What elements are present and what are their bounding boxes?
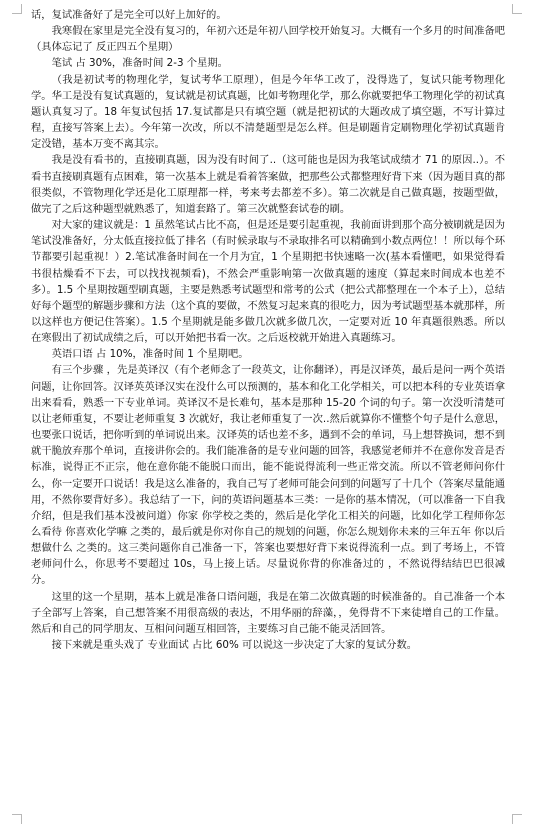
paragraph-written-exam-advice: 对大家的建议就是：1 虽然笔试占比不高，但是还是要引起重视，我前面讲到那个高分被刷就是因为笔试没准备好，分太低直接拉低了排名（有时候录取与不录取排名可以精确到小数点两位！！所以每个环节都要引起重视！）2.笔试准备时间在一个月为宜，1 个星期把书快速略一次(基本看懂吧，如果觉得看书很枯燥看不下去，可以找找视频看)，不然会严重影响第一次做真题的速度（算起来时间成本也差不多）。1.5 个星期按题型刷真题，主要是熟悉考试题型和常考的公式（把公式都整理在一个本子上），总结好每个题型的解题步骤和方法（这个真的要做，不然复习起来真的很吃力，因为考试题型基本就那样，所以这样也方便记住答案）。1.5 个星期就是能多做几次就多做几次，一定要对近 10 年真题很熟悉。所以在寒假出了初试成绩之后，可以开始把书看一次。之后返校就开始进入真题练习。: [31, 219, 505, 345]
paragraph-prep-time: 我寒假在家里是完全没有复习的，年初六还是年初八回学校开始复习。大概有一个多月的时间准备吧（具体忘记了 反正四五个星期）: [31, 25, 505, 54]
crop-mark-top-left: [12, 4, 22, 14]
paragraph-interview-intro: 接下来就是重头戏了 专业面试 占比 60% 可以说这一步决定了大家的复试分数。: [51, 639, 418, 652]
crop-mark-bottom-right: [512, 814, 522, 824]
paragraph-written-exam-subject: （我是初试考的物理化学，复试考华工原理），但是今年华工改了，没得选了，复试只能考物理化学。华工是没有复试真题的，复试就是初试真题，比如考物理化学，那么你就要把华工物理化学的初试真题认真复习了。18 年复试包括 17.复试都是只有填空题（就是把初试的大题改成了填空题，不写计算过程，直接写答案上去）。今年第一次改，所以不清楚题型是怎么样。但是刷题肯定刷物理化学初试真题肯定没错，基本万变不离其宗。: [31, 73, 505, 151]
paragraph-oral-english-prep: 这里的这一个星期，基本上就是准备口语问题，我是在第二次做真题的时候准备的。自己准备一个本子全部写上答案，自己想答案不用很高级的表达，不用华丽的辞藻，，免得背不下来徒增自己的工作量。然后和自己的同学朋友、互相问问题互相回答，主要练习自己能不能灵活回答。: [31, 590, 505, 635]
crop-mark-bottom-left: [12, 814, 22, 824]
heading-written-exam: 笔试 占 30%，准备时间 2-3 个星期。: [51, 57, 228, 70]
crop-mark-top-right: [512, 4, 522, 14]
paragraph-oral-english-steps: 有三个步骤 ，先是英译汉（有个老师念了一段英文，让你翻译），再是汉译英，最后是问一两个英语问题，让你回答。汉译英英译汉实在没什么可以预测的，基本和化工化学相关，可以把本科的专业英语拿出来看看，熟悉一下专业单词。英译汉不是长难句，基本是那种 15-20 个词的句子。第一次没听清楚可以让老师重复，不要让老师重复 3 次就好，我让老师重复了一次..然后就算你不懂整个句子是什么意思，也要张口说话，把你听到的单词说出来。汉译英的话也差不多，遇到不会的单词，马上想替换词，想不到就干脆放弃那个单词，直接讲你会的。我们能准备的是专业问题的回答，我感觉老师并不在意你发音是否标准，说得正不正宗，他在意你能不能脱口而出，能不能说得流利一些正常交流。所以不管老师问你什么，你一定要开口说话！我是这么准备的，我自己写了老师可能会问到的问题写了十几个（答案尽量能通用，不然你要背好多）。我总结了一下，问的英语问题基本三类：一是你的基本情况，（可以准备一下自我介绍，但是我们基本没被问道）你家 你学校之类的，然后是化学化工相关的问题，比如化学工程师你怎么看待 你喜欢化学嘛 之类的，最后就是你对你自己的规划的问题，你怎么规划你未来的三年五年 你以后想做什么 之类的。这三类问题你自己准备一下，答案也要想好背下来说得流利一点。到了考场上，不管老师问什么，你思考不要超过 10s，马上接上话。尽量说你背的你准备过的 ，不然说得结结巴巴很减分。: [31, 364, 505, 587]
document-body: [31, 7, 505, 653]
paragraph-written-exam-method: 我是没有看书的，直接刷真题，因为没有时间了..（这可能也是因为我笔试成绩才 71 的原因..）。不看书直接刷真题有点困难，第一次基本上就是看着答案做，把那些公式都整理好背下来（因为题目真的都很类似，不管物理化学还是化工原理都一样，考来考去都差不多）。第二次就是自己做真题，按题型做，做完了之后这种题型就熟悉了，知道套路了。第三次就整套试卷的刷。: [31, 154, 505, 215]
heading-oral-english: 英语口语 占 10%，准备时间 1 个星期吧。: [51, 348, 249, 361]
paragraph-continuation: 话，复试准备好了是完全可以好上加好的。: [31, 9, 227, 21]
